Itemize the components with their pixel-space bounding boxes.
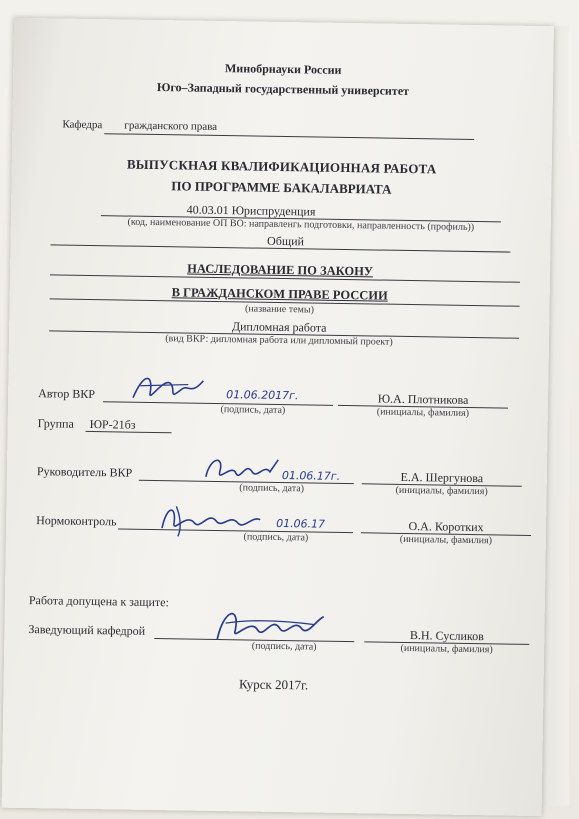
norm-control-sign-caption: (подпись, дата): [243, 531, 309, 544]
profile-value: Общий: [267, 233, 305, 249]
supervisor-label: Руководитель ВКР: [36, 464, 133, 480]
author-name: Ю.А. Плотникова: [377, 391, 469, 407]
department-line: [104, 133, 474, 140]
author-label: Автор ВКР: [38, 386, 96, 402]
norm-control-label: Нормоконтроль: [36, 513, 117, 529]
author-name-caption: (инициалы, фамилия): [376, 406, 470, 419]
work-title-line1: ВЫПУСКНАЯ КВАЛИФИКАЦИОННАЯ РАБОТА: [126, 156, 437, 177]
direction-value: 40.03.01 Юриспруденция: [186, 202, 316, 219]
group-label: Группа: [37, 416, 74, 431]
author-date: 01.06.2017г.: [226, 388, 299, 403]
topic-line2: В ГРАЖДАНСКОМ ПРАВЕ РОССИИ: [171, 285, 388, 303]
work-type-value: Дипломная работа: [231, 319, 327, 335]
norm-control-date: 01.06.17: [276, 516, 326, 531]
supervisor-date: 01.06.17г.: [281, 469, 341, 483]
ministry-name: Минобрнауки России: [224, 61, 342, 77]
supervisor-name: Е.А. Шергунова: [400, 469, 484, 486]
head-name-caption: (инициалы, фамилия): [400, 642, 493, 656]
supervisor-sign-caption: (подпись, дата): [239, 482, 305, 495]
admission-text: Работа допущена к защите:: [28, 593, 169, 610]
head-name: В.Н. Сусликов: [409, 628, 484, 644]
supervisor-name-caption: (инициалы, фамилия): [395, 484, 488, 498]
norm-control-name-caption: (инициалы, фамилия): [399, 533, 493, 547]
topic-line1: НАСЛЕДОВАНИЕ ПО ЗАКОНУ: [187, 261, 374, 279]
university-name: Юго–Западный государственный университет: [156, 80, 410, 98]
city-year: Курск 2017г.: [238, 676, 309, 693]
department-label: Кафедра: [62, 118, 103, 132]
author-signature: [128, 368, 209, 409]
group-value: ЮР-21бз: [89, 416, 136, 432]
work-type-caption: (вид ВКР: дипломная работа или дипломный проект): [165, 333, 393, 348]
head-label: Заведующий кафедрой: [28, 622, 146, 638]
topic-caption: (название темы): [244, 303, 315, 316]
department-value: гражданского права: [124, 119, 218, 133]
norm-control-name: О.А. Коротких: [408, 519, 484, 535]
head-sign-caption: (подпись, дата): [251, 640, 317, 653]
direction-caption: (код, наименование ОП ВО: направленгь подготовки, направленность (профиль)): [127, 216, 475, 234]
title-page: [2, 18, 554, 816]
work-title-line2: ПО ПРОГРАММЕ БАКАЛАВРИАТА: [171, 178, 392, 197]
author-sign-caption: (подпись, дата): [220, 404, 286, 417]
